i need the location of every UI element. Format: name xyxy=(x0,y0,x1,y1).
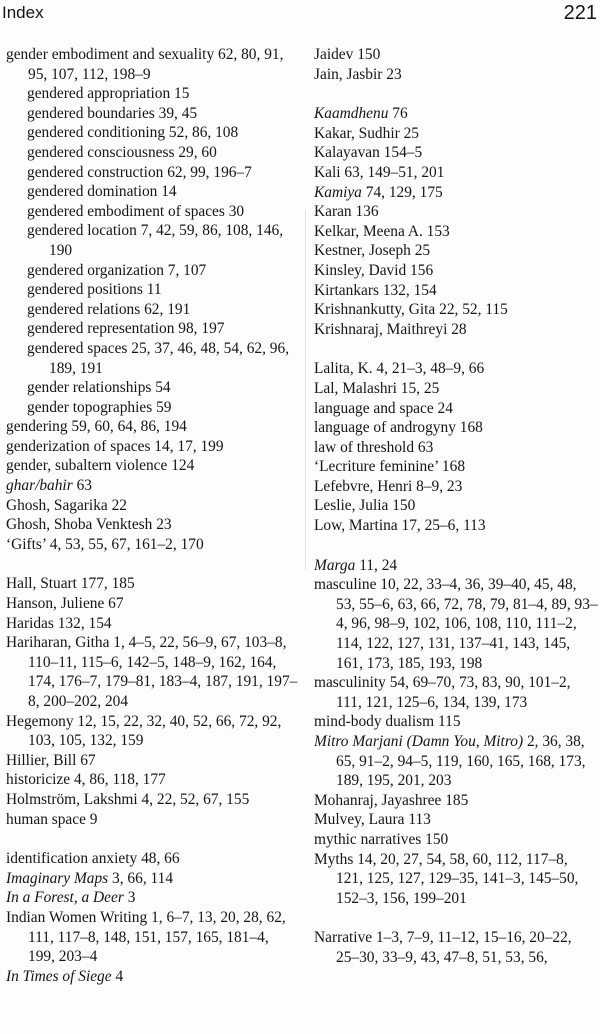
index-page-refs: 25 xyxy=(403,124,419,142)
index-page-refs: 17, 25–6, 113 xyxy=(401,517,486,535)
letter-group-spacer xyxy=(314,536,598,556)
index-entry xyxy=(6,535,298,555)
index-page-refs: 67 xyxy=(108,595,124,613)
index-term: gendered organization xyxy=(27,261,164,279)
index-term: Kali xyxy=(314,163,341,181)
index-term: gendered embodiment of spaces xyxy=(27,202,225,220)
index-term: In a Forest, a Deer xyxy=(6,889,124,907)
index-term: gendered appropriation xyxy=(27,85,171,103)
index-page-refs: 168 xyxy=(459,419,483,437)
index-page-refs: 4, 53, 55, 67, 161–2, 170 xyxy=(49,535,204,553)
index-term: masculine xyxy=(314,576,377,594)
index-term: Ghosh, Shoba Venktesh xyxy=(6,516,153,534)
index-subentry xyxy=(6,84,298,104)
index-entry xyxy=(314,457,598,477)
index-entry xyxy=(314,379,598,399)
index-subentry xyxy=(6,123,298,143)
index-page-refs: 177, 185 xyxy=(80,575,135,593)
index-subentry xyxy=(6,163,298,183)
index-page-refs: 54 xyxy=(155,379,171,397)
index-term: gendered location xyxy=(27,222,137,240)
index-term: Mohanraj, Jayashree xyxy=(314,791,442,809)
index-entry xyxy=(314,712,598,732)
index-entry xyxy=(6,849,298,869)
index-page-refs: 3, 66, 114 xyxy=(112,869,174,887)
index-term: masculinity xyxy=(314,674,386,692)
index-page-refs: 25 xyxy=(414,242,431,260)
index-page-refs: 168 xyxy=(441,458,466,476)
index-term: gender, subaltern violence xyxy=(6,457,168,475)
letter-group-spacer xyxy=(314,339,598,359)
index-term: human space xyxy=(6,810,86,828)
index-page-refs: 74, 129, 175 xyxy=(365,183,443,201)
index-term: Hanson, Juliene xyxy=(6,595,105,613)
index-page-refs: 59, 60, 64, 86, 194 xyxy=(71,418,187,436)
index-page-refs: 23 xyxy=(156,516,172,534)
index-term: Lalita, K. xyxy=(314,360,373,378)
index-page-refs: 156 xyxy=(410,261,434,279)
index-term: Hillier, Bill xyxy=(6,751,77,769)
index-term: Kinsley, David xyxy=(314,261,407,279)
index-page-refs: 67 xyxy=(80,751,96,769)
index-entry xyxy=(314,438,598,458)
index-term: gendered conditioning xyxy=(27,124,166,142)
index-page-refs: 150 xyxy=(425,830,449,848)
index-term: Kamiya xyxy=(314,183,362,201)
index-subentry xyxy=(6,339,298,378)
index-page-refs: 150 xyxy=(357,46,381,63)
index-term: Narrative xyxy=(314,929,373,947)
index-page-refs: 62, 80, 91, 95, 107, 112, 198–9 xyxy=(28,46,284,83)
index-entry xyxy=(314,143,598,163)
index-entry xyxy=(314,810,598,830)
index-page-refs: 9 xyxy=(89,810,98,828)
index-page-refs: 22 xyxy=(111,496,127,514)
index-page-refs: 7, 107 xyxy=(167,261,207,279)
index-page-refs: 62, 99, 196–7 xyxy=(167,163,252,181)
index-term: Leslie, Julia xyxy=(314,497,389,515)
index-entry xyxy=(314,300,598,320)
index-term: Kalayavan xyxy=(314,144,380,162)
index-entry xyxy=(6,888,298,908)
index-page-refs: 136 xyxy=(355,203,379,221)
index-entry xyxy=(6,614,298,634)
index-term: Holmström, Lakshmi xyxy=(6,790,138,808)
index-entry xyxy=(314,163,598,183)
index-entry xyxy=(6,810,298,830)
index-page-refs: 24 xyxy=(437,399,453,417)
index-page-refs: 54, 69–70, 73, 83, 90, 101–2, 111, 121, 125–6, 134, 139, 173 xyxy=(336,674,571,711)
letter-group-spacer xyxy=(314,84,598,104)
index-subentry xyxy=(6,261,298,281)
index-entry xyxy=(6,633,298,711)
index-entry xyxy=(6,45,298,84)
index-page-refs: 8–9, 23 xyxy=(416,477,463,495)
index-term: Mitro Marjani (Damn You, Mitro) xyxy=(314,733,524,750)
index-page-refs: 98, 197 xyxy=(178,320,225,338)
index-term: language of androgyny xyxy=(314,419,456,437)
index-page-refs: 62, 191 xyxy=(144,300,191,318)
index-term: Kakar, Sudhir xyxy=(314,124,400,142)
index-term: Low, Martina xyxy=(314,517,398,535)
index-term: Haridas xyxy=(6,614,54,632)
index-page-refs: 12, 15, 22, 32, 40, 52, 66, 72, 92, 103, 105, 132, 159 xyxy=(28,712,282,750)
index-term: Lefebvre, Henri xyxy=(314,477,413,495)
index-entry xyxy=(314,850,598,909)
index-term: genderization of spaces xyxy=(6,437,151,455)
index-term: Jaidev xyxy=(314,46,354,63)
index-entry xyxy=(314,928,598,967)
index-entry xyxy=(314,673,598,712)
index-page-refs: 39, 45 xyxy=(158,104,198,122)
index-page-refs: 132, 154 xyxy=(57,614,112,632)
index-page-refs: 63 xyxy=(76,477,92,495)
index-subentry xyxy=(6,182,298,202)
index-page-refs: 2, 36, 38, 65, 91–2, 94–5, 119, 160, 165, 168, 173, 189, 195, 201, 203 xyxy=(336,733,586,790)
index-entry xyxy=(314,320,598,340)
index-page-refs: 153 xyxy=(426,222,450,240)
index-entry xyxy=(6,967,298,987)
index-page-refs: 1, 4–5, 22, 56–9, 67, 103–8, 110–11, 115–6, 142–5, 148–9, 162, 164, 174, 176–7, 179–81, 183–4, 187, 191, 197–8, 200–202, 204 xyxy=(28,634,298,710)
index-term: In Times of Siege xyxy=(6,967,112,985)
index-term: Hegemony xyxy=(6,712,74,730)
index-page-refs: 63 xyxy=(417,438,434,456)
index-page-refs: 1–3, 7–9, 11–12, 15–16, 20–22, 25–30, 33–9, 43, 47–8, 51, 53, 56, xyxy=(336,929,572,966)
index-page-refs: 11, 24 xyxy=(359,556,398,574)
index-entry xyxy=(6,456,298,476)
index-term: gendered relations xyxy=(27,300,141,318)
index-entry xyxy=(314,124,598,144)
index-page-refs: 15 xyxy=(174,85,190,103)
index-entry xyxy=(6,515,298,535)
index-term: Myths xyxy=(314,850,354,868)
index-entry xyxy=(314,261,598,281)
index-subentry xyxy=(6,280,298,300)
index-entry xyxy=(314,222,598,242)
index-term: Kaamdhenu xyxy=(314,105,389,123)
index-term: Kelkar, Meena A. xyxy=(314,222,423,240)
index-term: Indian Women Writing xyxy=(6,908,148,926)
index-page-refs: 4, 21–3, 48–9, 66 xyxy=(376,360,485,378)
index-term: gendered domination xyxy=(27,183,158,201)
index-page-refs: 4, 86, 118, 177 xyxy=(73,771,166,789)
index-term: Mulvey, Laura xyxy=(314,811,405,829)
index-page-refs: 4 xyxy=(115,967,124,985)
index-term: Krishnankutty, Gita xyxy=(314,301,436,319)
page-number: 221 xyxy=(563,2,597,24)
index-page-refs: 15, 25 xyxy=(400,379,440,397)
index-page-refs: 28 xyxy=(451,320,467,338)
index-entry xyxy=(6,869,298,889)
index-term: gendered consciousness xyxy=(27,143,175,161)
index-term: gendering xyxy=(6,418,68,436)
index-term: Ghosh, Sagarika xyxy=(6,496,108,514)
index-term: Jain, Jasbir xyxy=(314,65,383,83)
letter-group-spacer xyxy=(6,554,298,574)
index-entry xyxy=(314,183,598,203)
index-entry xyxy=(314,202,598,222)
index-entry xyxy=(6,417,298,437)
index-term: Hariharan, Githa xyxy=(6,634,110,652)
index-entry xyxy=(314,104,598,124)
index-term: Krishnaraj, Maithreyi xyxy=(314,320,448,338)
index-page-refs: 23 xyxy=(386,65,402,83)
index-term: Hall, Stuart xyxy=(6,575,77,593)
index-subentry xyxy=(6,221,298,260)
index-page-refs: 3 xyxy=(127,889,136,907)
index-page-refs: 1, 6–7, 13, 20, 28, 62, 111, 117–8, 148, 151, 157, 165, 181–4, 199, 203–4 xyxy=(28,908,286,966)
index-entry xyxy=(314,241,598,261)
index-term: gendered positions xyxy=(27,281,143,299)
index-page-refs: 22, 52, 115 xyxy=(439,301,508,319)
index-term: Kirtankars xyxy=(314,281,379,299)
index-entry xyxy=(6,437,298,457)
section-title: Index xyxy=(2,3,44,22)
index-term: mind-body dualism xyxy=(314,713,435,731)
index-entry xyxy=(6,496,298,516)
index-page-refs: 132, 154 xyxy=(382,281,437,299)
index-entry xyxy=(314,791,598,811)
index-entry xyxy=(314,418,598,438)
index-page-refs: 14, 20, 27, 54, 58, 60, 112, 117–8, 121, 125, 127, 129–35, 141–3, 145–50, 152–3, 156, 199–201 xyxy=(336,850,579,907)
index-term: gendered spaces xyxy=(27,339,128,357)
index-entry xyxy=(314,399,598,419)
index-subentry xyxy=(6,143,298,163)
index-page-refs: 29, 60 xyxy=(178,143,217,161)
index-entry xyxy=(6,476,298,496)
index-term: language and space xyxy=(314,399,434,417)
index-term: Imaginary Maps xyxy=(6,869,109,887)
index-term: gendered boundaries xyxy=(27,104,155,122)
index-page-refs: 11 xyxy=(146,281,162,299)
index-page-refs: 154–5 xyxy=(383,144,423,162)
index-page-refs: 52, 86, 108 xyxy=(168,124,239,142)
index-term: gendered representation xyxy=(27,320,175,338)
letter-group-spacer xyxy=(314,908,598,928)
index-entry xyxy=(314,496,598,516)
page-header xyxy=(0,0,600,30)
index-entry xyxy=(314,732,598,791)
index-page-refs: 48, 66 xyxy=(141,850,180,868)
index-entry xyxy=(314,359,598,379)
index-entry xyxy=(314,65,598,85)
index-page-refs: 25, 37, 46, 48, 54, 62, 96, 189, 191 xyxy=(49,339,290,377)
index-term: Karan xyxy=(314,203,352,221)
index-subentry xyxy=(6,104,298,124)
index-page-refs: 14, 17, 199 xyxy=(154,437,224,455)
index-subentry xyxy=(6,202,298,222)
index-page-refs: 4, 22, 52, 67, 155 xyxy=(141,790,250,808)
index-term: gendered construction xyxy=(27,163,164,181)
index-entry xyxy=(6,594,298,614)
index-term: ‘Lecriture feminine’ xyxy=(314,458,439,476)
index-entry xyxy=(314,575,598,673)
index-entry xyxy=(6,770,298,790)
index-page-refs: 76 xyxy=(392,105,408,123)
index-subentry xyxy=(6,300,298,320)
index-term: mythic narratives xyxy=(314,830,422,848)
index-entry xyxy=(6,574,298,594)
index-entry xyxy=(314,477,598,497)
index-page-refs: 185 xyxy=(445,791,469,809)
index-term: law of threshold xyxy=(314,438,415,456)
column-divider xyxy=(305,210,306,570)
index-page-refs: 63, 149–51, 201 xyxy=(344,163,445,181)
index-column-left xyxy=(6,45,298,986)
index-entry xyxy=(314,45,598,65)
index-entry xyxy=(314,830,598,850)
index-entry xyxy=(314,556,598,576)
index-entry xyxy=(6,751,298,771)
index-page-refs: 115 xyxy=(438,713,461,731)
index-subentry xyxy=(6,378,298,398)
index-term: historicize xyxy=(6,771,71,789)
index-page-refs: 7, 42, 59, 86, 108, 146, 190 xyxy=(49,222,284,259)
index-entry xyxy=(6,908,298,967)
index-subentry xyxy=(6,319,298,339)
index-term: ghar/bahir xyxy=(6,477,73,495)
index-term: Kestner, Joseph xyxy=(314,242,411,260)
index-subentry xyxy=(6,398,298,418)
letter-group-spacer xyxy=(6,829,298,849)
index-page-refs: 14 xyxy=(161,183,177,201)
index-entry xyxy=(6,712,298,751)
index-term: gender topographies xyxy=(27,398,153,416)
index-page-refs: 150 xyxy=(392,497,416,515)
index-page-refs: 113 xyxy=(408,811,431,829)
index-page-refs: 30 xyxy=(228,202,245,220)
index-term: identification anxiety xyxy=(6,850,138,868)
index-page-refs: 59 xyxy=(156,398,172,416)
index-term: gender embodiment and sexuality xyxy=(6,46,215,63)
index-term: ‘Gifts’ xyxy=(6,535,46,553)
index-entry xyxy=(6,790,298,810)
index-term: gender relationships xyxy=(27,379,152,397)
index-entry xyxy=(314,516,598,536)
index-column-right xyxy=(314,45,598,968)
index-term: Lal, Malashri xyxy=(314,379,397,397)
index-entry xyxy=(314,281,598,301)
index-page-refs: 124 xyxy=(171,457,195,475)
index-page-refs: 10, 22, 33–4, 36, 39–40, 45, 48, 53, 55–6, 63, 66, 72, 78, 79, 81–4, 89, 93–4, 96, 98–9, 102, 106, 108, 110, 111–2, 114, 122, 127, 131, 137–41, 143, 145, 161, 173, 185, 193, 198 xyxy=(336,576,598,672)
index-term: Marga xyxy=(314,556,356,574)
